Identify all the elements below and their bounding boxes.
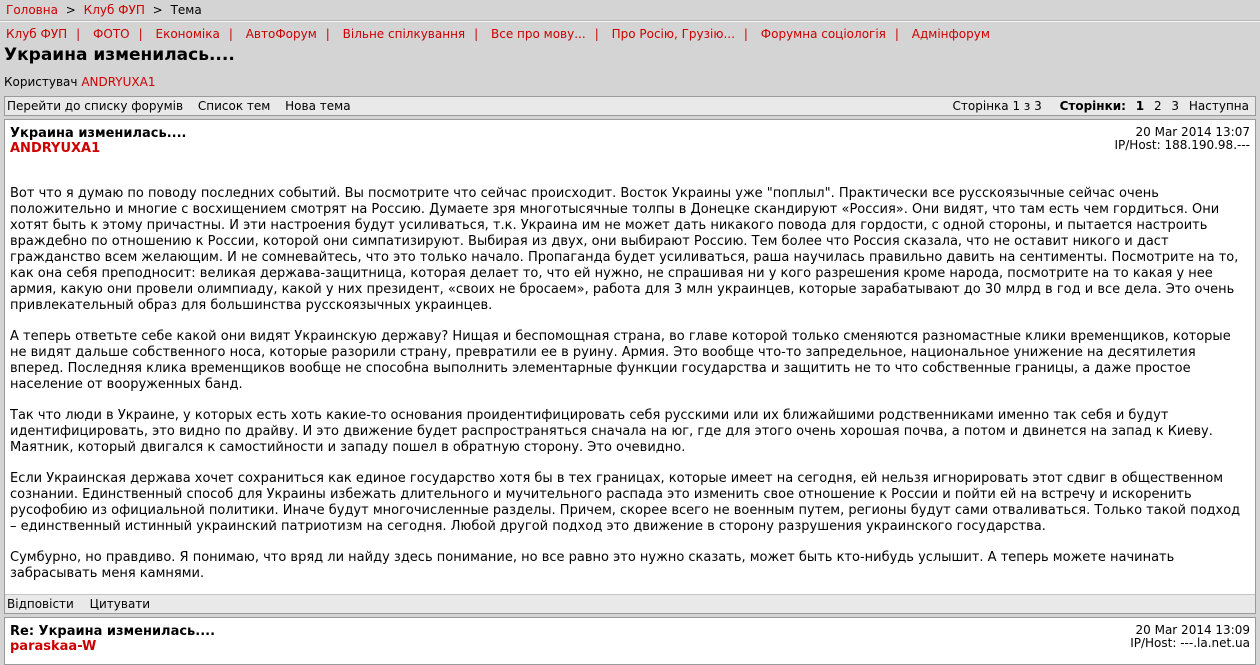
post-paragraph: Если Украинская держава хочет сохраниться как единое государство хотя бы в тех границах, которые имеет на сегодня, ей нельзя игнорировать этот сдвиг в общественном сознании. Единственный способ для Украины избежать длительного и мучительного распада это изменить свое отношение к России и пойти ей на встречу и искоренить русофобию из официальной политики. Иначе будут многочисленные разделы. Причем, скорее всего не военным путем, регионы будут сами отваливаться. Только такой подход – единственный истинный украинский патриотизм на сегодня. Любой другой подход это движение в сторону разрушения украинского государства.	[10, 471, 1241, 534]
nav-separator: |	[228, 27, 233, 41]
post-title: Re: Украина изменилась....	[10, 624, 216, 639]
post-actions	[5, 594, 1255, 613]
post	[4, 617, 1256, 665]
post-header	[5, 120, 1255, 166]
topic-user	[0, 72, 1260, 96]
breadcrumb-separator: >	[65, 3, 76, 17]
breadcrumb-current: Тема	[170, 3, 202, 17]
pages-label: Сторінки:	[1059, 99, 1126, 113]
nav-separator: |	[743, 27, 748, 41]
post-meta	[1130, 624, 1250, 650]
post	[4, 119, 1256, 614]
nav-separator: |	[594, 27, 599, 41]
post-paragraph: А теперь ответьте себе какой они видят Украинскую державу? Нищая и беспомощная страна, во главе которой только сменяются разномастные клики временщиков, которые не видят дальше собственного носа, которые разорили страну, превратили ее в руину. Армия. Это вообще что-то запредельное, национальное унижение на десятилетия вперед. Последняя клика временщиков вообще не способна выполнить элементарные функции государства и защитить не то что собственные границы, а даже простое население от вооруженных банд.	[10, 329, 1231, 392]
quote-button[interactable]: Цитувати	[89, 597, 151, 611]
breadcrumb	[0, 0, 1260, 20]
breadcrumb-separator: >	[152, 3, 163, 17]
post-header	[5, 618, 1255, 664]
post-host: IP/Host: ---.la.net.ua	[1130, 636, 1250, 650]
post-author[interactable]: ANDRYUXA1	[10, 141, 101, 156]
page-2-link[interactable]: 2	[1153, 99, 1162, 113]
post-meta	[1114, 126, 1250, 152]
nav-item-language[interactable]: Все про мову...	[491, 27, 586, 41]
nav-item-club[interactable]: Клуб ФУП	[6, 27, 68, 41]
page-3-link[interactable]: 3	[1171, 99, 1180, 113]
post-date: 20 Mar 2014 13:09	[1135, 623, 1250, 637]
next-page-link[interactable]: Наступна	[1188, 99, 1249, 113]
reply-button[interactable]: Відповісти	[7, 597, 74, 611]
nav-separator: |	[76, 27, 81, 41]
page-title: Украина изменилась....	[4, 45, 235, 65]
post-paragraph: Сумбурно, но правдиво. Я понимаю, что вряд ли найду здесь понимание, но все равно это нужно сказать, может быть кто-нибудь услышит. А теперь можете начинать забрасывать меня камнями.	[10, 550, 1175, 581]
user-label: Користувач	[4, 75, 78, 89]
nav-item-free-talk[interactable]: Вільне спілкування	[342, 27, 466, 41]
topic-author-link[interactable]: ANDRYUXA1	[81, 75, 156, 89]
nav-separator: |	[474, 27, 479, 41]
nav-item-photo[interactable]: ФОТО	[93, 27, 130, 41]
nav-item-adminforum[interactable]: Адмінфорум	[911, 27, 990, 41]
post-paragraph: Так что люди в Украине, у которых есть хоть какие-то основания проидентифицировать себя русскими или их ближайшими родственниками именно так себя и будут идентифицировать, это видно по драйву. И это движение будет распространяться сначала на юг, где для этого очень хорошая почва, а потом и двинется на запад к Киеву. Маятник, который двигался к самостийности и западу пошел в обратную сторону. Это очевидно.	[10, 408, 1213, 455]
page-info: Сторінка 1 з 3	[952, 99, 1042, 113]
nav-item-autoforum[interactable]: АвтоФорум	[245, 27, 317, 41]
forum-list-link[interactable]: Перейти до списку форумів	[7, 99, 184, 113]
breadcrumb-club[interactable]: Клуб ФУП	[83, 3, 145, 17]
post-title: Украина изменилась....	[10, 126, 187, 141]
nav-item-economy[interactable]: Економіка	[155, 27, 220, 41]
nav-item-sociology[interactable]: Форумна соціологія	[760, 27, 886, 41]
nav-separator: |	[325, 27, 330, 41]
nav-separator: |	[138, 27, 143, 41]
pagination	[953, 97, 1249, 115]
post-body	[5, 166, 1255, 582]
nav-item-russia[interactable]: Про Росію, Грузію...	[611, 27, 735, 41]
new-topic-link[interactable]: Нова тема	[285, 99, 351, 113]
post-paragraph: Вот что я думаю по поводу последних событий. Вы посмотрите что сейчас происходит. Восток Украины уже "поплыл". Практически все русскоязычные сейчас очень положительно и многие с восхищением смотрят на Россию. Думаете зря многотысячные толпы в Донецке скандируют «Россия». Они видят, что там есть чем гордиться. Они хотят быть к этому причастны. И эти настроения будут усиливаться, т.к. Украина им не может дать никакого повода для гордости, с одной стороны, и пытается настроить враждебно по отношению к России, которой они симпатизируют. Выбирая из двух, они выбирают Россию. Тем более что Россия сказала, что не оставит никого и даст гражданство всем желающим. И не сомневайтесь, что это только начало. Пропаганда будет усиливаться, раша научилась правильно давить на сентименты. Посмотрите на то, как она себя преподносит: великая держава-защитница, которая делает то, что ей нужно, не спрашивая ни у кого разрешения кроме народа, посмотрите на то какая у нее армия, какую они провели олимпиаду, какой у них президент, «своих не бросаем», работа для 3 млн украинцев, которые зарабатывают до 30 млрд в год и все дела. Это очень привлекательный образ для большинства русскоязычных украинцев.	[10, 186, 1239, 313]
topic-toolbar	[4, 96, 1256, 116]
page-1-link[interactable]: 1	[1135, 99, 1145, 113]
post-host: IP/Host: 188.190.98.---	[1114, 138, 1250, 152]
post-author[interactable]: paraskaa-W	[10, 639, 97, 654]
nav-separator: |	[894, 27, 899, 41]
forum-nav	[0, 22, 1260, 46]
post-date: 20 Mar 2014 13:07	[1135, 125, 1250, 139]
topic-list-link[interactable]: Список тем	[197, 99, 271, 113]
breadcrumb-home[interactable]: Головна	[6, 3, 58, 17]
